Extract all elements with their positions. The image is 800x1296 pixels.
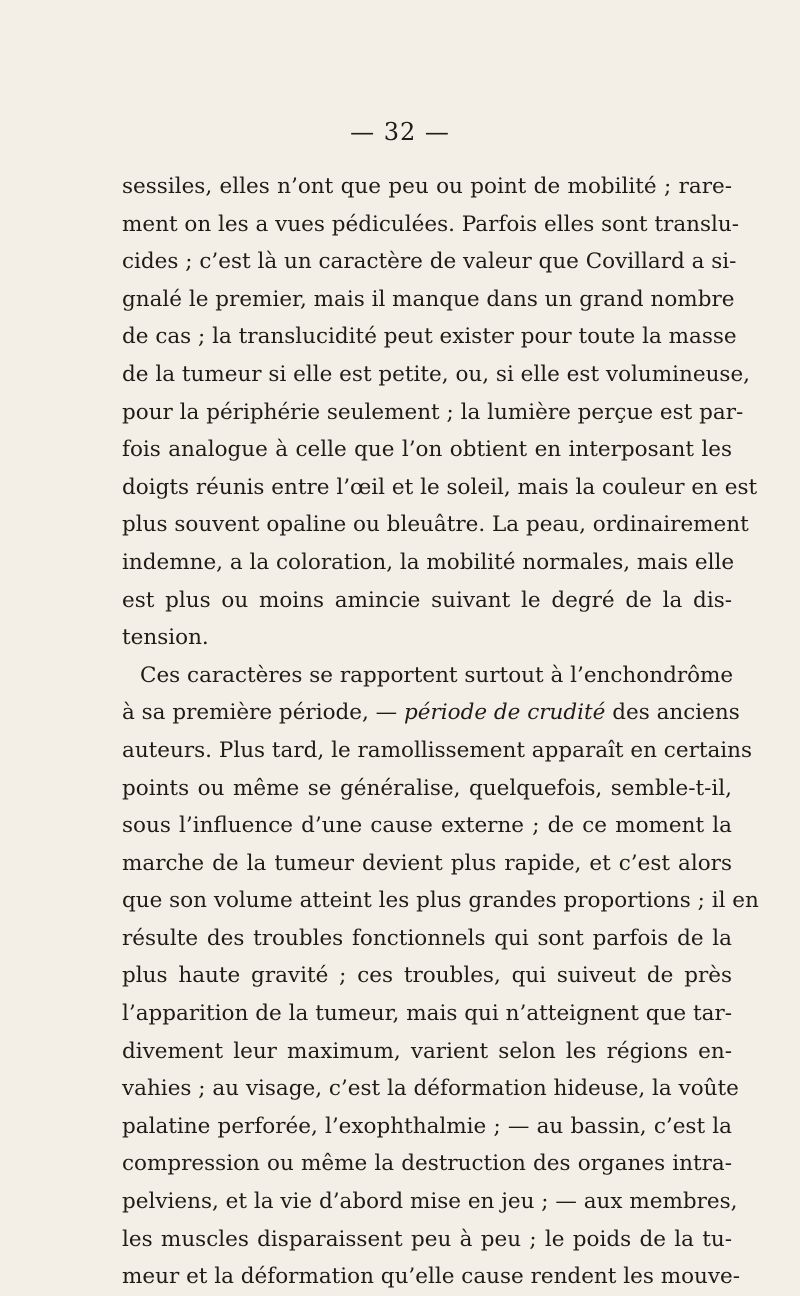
text-line: tension. xyxy=(122,625,209,651)
text-line: meur et la déformation qu’elle cause rendent les mouve- xyxy=(122,1264,741,1290)
text-line: sous l’influence d’une cause externe ; de ce moment la xyxy=(122,813,732,839)
text-line: l’apparition de la tumeur, mais qui n’atteignent que tar- xyxy=(122,1001,732,1027)
text-line: cides ; c’est là un caractère de valeur que Covillard a si- xyxy=(122,249,737,275)
body-text xyxy=(122,168,759,1296)
text-line: résulte des troubles fonctionnels qui sont parfois de la xyxy=(122,925,732,951)
text-line: vahies ; au visage, c’est la déformation hideuse, la voûte xyxy=(122,1076,739,1102)
text-line-with-italic xyxy=(122,694,740,732)
text-line: compression ou même la destruction des organes intra- xyxy=(122,1151,732,1177)
paragraph-2 xyxy=(122,657,759,1296)
text-line: auteurs. Plus tard, le ramollissement apparaît en certains xyxy=(122,737,753,763)
text-line: Ces caractères se rapportent surtout à l’enchondrôme xyxy=(140,662,734,688)
text-line: de la tumeur si elle est petite, ou, si elle est volumineuse, xyxy=(122,361,751,387)
text-line: pelviens, et la vie d’abord mise en jeu ; — aux membres, xyxy=(122,1189,738,1215)
text-line: gnalé le premier, mais il manque dans un grand nombre xyxy=(122,286,735,312)
text-line: divement leur maximum, varient selon les régions en- xyxy=(122,1038,732,1064)
text-line: fois analogue à celle que l’on obtient en interposant les xyxy=(122,437,732,463)
italic-term: période de crudité xyxy=(404,700,606,726)
text-line: pour la périphérie seulement ; la lumière perçue est par- xyxy=(122,399,744,425)
text-line: indemne, a la coloration, la mobilité normales, mais elle xyxy=(122,549,735,575)
page-number: — 32 — xyxy=(350,118,450,146)
text-line: plus souvent opaline ou bleuâtre. La peau, ordinairement xyxy=(122,512,749,538)
paragraph-1 xyxy=(122,168,758,657)
text-line: marche de la tumeur devient plus rapide, et c’est alors xyxy=(122,850,732,876)
text-line: ment on les a vues pédiculées. Parfois elles sont translu- xyxy=(122,211,740,237)
text-line: de cas ; la translucidité peut exister pour toute la masse xyxy=(122,324,737,350)
text-line: que son volume atteint les plus grandes proportions ; il en xyxy=(122,888,759,914)
text-line: les muscles disparaissent peu à peu ; le poids de la tu- xyxy=(122,1226,732,1252)
text-run: à sa première période, — xyxy=(122,700,404,726)
text-line: palatine perforée, l’exophthalmie ; — au bassin, c’est la xyxy=(122,1113,732,1139)
text-line: doigts réunis entre l’œil et le soleil, mais la couleur en est xyxy=(122,474,758,500)
text-line: plus haute gravité ; ces troubles, qui suiveut de près xyxy=(122,963,732,989)
text-line: est plus ou moins amincie suivant le degré de la dis- xyxy=(122,587,732,613)
text-line: points ou même se généralise, quelquefois, semble-t-il, xyxy=(122,775,732,801)
text-line: sessiles, elles n’ont que peu ou point de mobilité ; rare- xyxy=(122,174,732,199)
text-run: des anciens xyxy=(605,700,740,726)
